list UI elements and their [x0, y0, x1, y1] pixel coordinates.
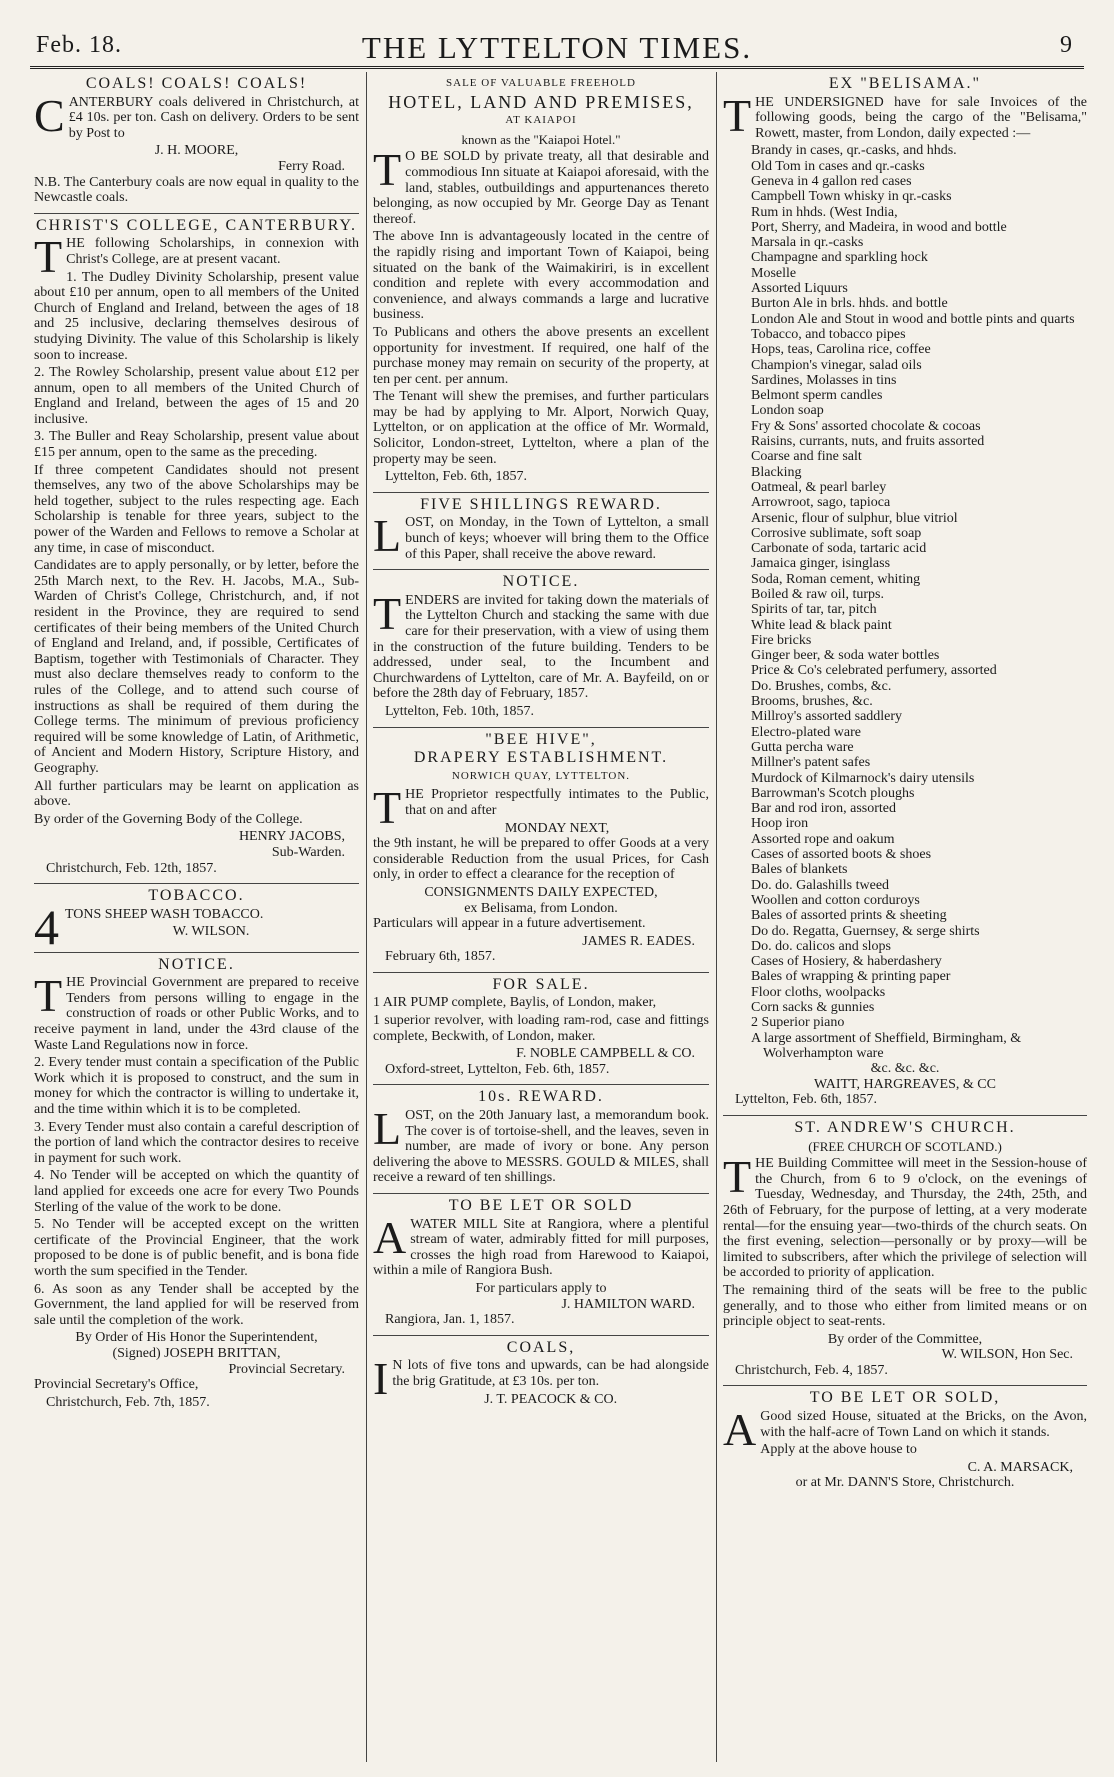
ad-paragraph: 2. The Rowley Scholarship, present value about £12 per annum, open to all members of the United Church of England and Ireland, between the ages of 15 and 20 inclusive.: [34, 365, 359, 427]
goods-item: Woollen and cotton corduroys: [751, 892, 920, 908]
ad-paragraph: All further particulars may be learnt on application as above.: [34, 778, 359, 810]
page-number: 9: [1060, 32, 1072, 58]
house-let-ad: [723, 1386, 1087, 1496]
goods-item: Do. do. calicos and slops: [751, 938, 891, 954]
ad-intro: THE following Scholarships, in connexion with Christ's College, are at present vacant.: [34, 231, 359, 283]
goods-item: Rum in hhds. (West India,: [751, 204, 898, 220]
goods-item: Millner's patent safes: [751, 755, 871, 771]
ad-apply: Apply at the above house to: [760, 1442, 917, 1458]
ad-body: CANTERBURY coals delivered in Christchurch, at £4 10s. per ton. Cash on delivery. Orders to be sent by Post to: [34, 89, 359, 141]
column-3: [723, 72, 1087, 1762]
ad-heading: TO BE LET OR SOLD: [448, 1197, 634, 1214]
for-sale-ad: [373, 973, 709, 1086]
church-tender-notice-ad: [373, 570, 709, 727]
ad-paragraph: The Tenant will shew the premises, and further particulars may be had by applying to Mr. Alport, Norwich Quay, Lyttelton, or on application at the office of Mr. Wormald, Solicitor, London-street, Lyttelton, where a plan of the property may be seen.: [373, 389, 709, 467]
keys-reward-ad: [373, 493, 709, 570]
memo-book-reward-ad: [373, 1085, 709, 1194]
ad-body: LOST, on Monday, in the Town of Lyttelton, a small bunch of keys; whoever will bring them to the Office of this Paper, shall receive the above reward.: [373, 510, 709, 562]
goods-item: Gutta percha ware: [751, 739, 854, 755]
water-mill-ad: [373, 1194, 709, 1336]
ad-paragraph: The above Inn is advantageously located in the centre of the rapidly rising and important Town of Kaiapoi, being situated on the bank of the Waimakiriri, is in excellent condition and replete with every accommodation and convenience, and always commands a large and lucrative business.: [373, 229, 709, 323]
public-works-notice-ad: [34, 953, 359, 1418]
ad-heading: COALS,: [506, 1338, 576, 1356]
goods-item: Barrowman's Scotch ploughs: [751, 785, 915, 801]
goods-item: Electro-plated ware: [751, 724, 861, 740]
ad-paragraph: 3. The Buller and Reay Scholarship, present value about £15 per annum, open to the same as the preceding.: [34, 429, 359, 461]
ad-emphasis: MONDAY NEXT,: [504, 820, 610, 836]
goods-item: Raisins, currants, nuts, and fruits assorted: [751, 434, 985, 450]
ad-heading: EX "BELISAMA.": [828, 75, 982, 92]
ad-heading: TO BE LET OR SOLD,: [809, 1389, 1001, 1407]
college-ad: [34, 214, 359, 884]
goods-item: Marsala in qr.-casks: [751, 235, 864, 251]
goods-item: Belmont sperm candles: [751, 388, 883, 404]
goods-item: Do do. Regatta, Guernsey, & serge shirts: [751, 923, 980, 939]
ad-paragraph: THE Building Committee will meet in the Session-house of the Church, from 6 to 9 o'clock, on the evenings of Tuesday, Wednesday, and Thursday, the 24th, 25th, and 26th of February, for the purpose of letting, at a very moderate rental—for the ensuing year—two-thirds of the church seats. On the first evening, selection—personally or by proxy—will be limited to subscribers, after which the privilege of selection will be accorded to priority of application.: [723, 1151, 1087, 1281]
ad-heading: ST. ANDREW'S CHURCH.: [794, 1118, 1016, 1136]
hotel-sale-ad: [373, 72, 709, 493]
goods-item: Blacking: [751, 464, 802, 480]
ad-signature: F. NOBLE CAMPBELL & CO.: [516, 1046, 695, 1062]
goods-item: Ginger beer, & soda water bottles: [751, 648, 940, 664]
goods-item: Old Tom in cases and qr.-casks: [751, 158, 925, 174]
goods-item: Coarse and fine salt: [751, 449, 862, 465]
goods-item: A large assortment of Sheffield, Birmingham, & Wolverhampton ware: [751, 1030, 1022, 1061]
goods-item: London soap: [751, 403, 824, 419]
goods-item: London Ale and Stout in wood and bottle pints and quarts: [751, 311, 1075, 327]
goods-item: Bar and rod iron, assorted: [751, 801, 897, 817]
goods-item: Sardines, Molasses in tins: [751, 372, 897, 388]
ad-heading: TOBACCO.: [148, 887, 245, 905]
ad-item: 1 AIR PUMP complete, Baylis, of London, maker,: [373, 995, 657, 1011]
ad-paragraph: 6. As soon as any Tender shall be accepted by the Government, the land applied for will be reserved from sale until the completion of the work.: [34, 1281, 359, 1328]
ad-paragraph: THE Proprietor respectfully intimates to the Public, that on and after: [373, 782, 709, 834]
goods-item: Burton Ale in brls. hhds. and bottle: [751, 296, 948, 312]
goods-item: Corrosive sublimate, soft soap: [751, 525, 922, 541]
masthead: [30, 30, 1084, 69]
ad-subheading: NORWICH QUAY, LYTTELTON.: [451, 769, 631, 782]
ad-heading: "BEE HIVE",: [485, 730, 597, 748]
newspaper-title: THE LYTTELTON TIMES.: [361, 30, 753, 65]
ad-heading: DRAPERY ESTABLISHMENT.: [413, 749, 669, 767]
coals-ad: [34, 72, 359, 214]
coals-brig-ad: [373, 1336, 709, 1412]
tobacco-ad: [34, 884, 359, 953]
goods-item: Geneva in 4 gallon red cases: [751, 173, 912, 189]
ad-heading: NOTICE.: [158, 955, 235, 973]
ad-date: Rangiora, Jan. 1, 1857.: [385, 1312, 515, 1328]
goods-item: Spirits of tar, tar, pitch: [751, 602, 877, 618]
ad-heading: 10s. REWARD.: [478, 1088, 604, 1106]
goods-item: Hoop iron: [751, 816, 809, 832]
goods-item: Millroy's assorted saddlery: [751, 709, 903, 725]
ad-heading: COALS! COALS! COALS!: [85, 75, 308, 92]
goods-item: Boiled & raw oil, turps.: [751, 586, 884, 602]
ad-order: By order of the Committee,: [827, 1331, 983, 1347]
ad-signature-title: Provincial Secretary.: [228, 1361, 345, 1377]
goods-item: Arrowroot, sago, tapioca: [751, 495, 891, 511]
ad-subheading: (FREE CHURCH OF SCOTLAND.): [808, 1138, 1002, 1154]
ad-note: N.B. The Canterbury coals are now equal in quality to the Newcastle coals.: [34, 174, 359, 206]
ad-signature: (Signed) JOSEPH BRITTAN,: [112, 1345, 281, 1361]
goods-item: Corn sacks & gunnies: [751, 1000, 875, 1015]
goods-item: Fry & Sons' assorted chocolate & cocoas: [751, 418, 981, 434]
ad-paragraph: TO BE SOLD by private treaty, all that desirable and commodious Inn situate at Kaiapoi aforesaid, with the land, stables, outbuildings and appurtenances thereto belonging, as now occupied by Mr. George Day as Tenant thereof.: [373, 144, 709, 227]
goods-item: Bales of blankets: [751, 862, 848, 878]
goods-item: Soda, Roman cement, whiting: [751, 571, 921, 587]
column-rule: [366, 72, 367, 1762]
ad-office: Provincial Secretary's Office,: [34, 1377, 199, 1393]
issue-date: Feb. 18.: [36, 32, 122, 58]
ad-subheading: known as the "Kaiapoi Hotel.": [461, 131, 621, 147]
ad-paragraph: If three competent Candidates should not present themselves, any two of the above Scholarships may be held together, subject to the rules respecting age. Each Scholarship is tenable for three years, subject to the power of the Warden and Fellows to remove a Scholar at any time, in case of misconduct.: [34, 462, 359, 556]
goods-list: [723, 143, 1087, 1061]
ad-paragraph: 2. Every tender must contain a specification of the Public Work which it is proposed to construct, and the sum in money for which the contractor is willing to undertake it, and the time within which it is to be completed.: [34, 1055, 359, 1118]
ad-emphasis: CONSIGNMENTS DAILY EXPECTED,: [424, 884, 658, 900]
goods-item: Oatmeal, & pearl barley: [751, 479, 887, 495]
column-rule: [716, 72, 717, 1762]
ad-order: By Order of His Honor the Superintendent,: [75, 1330, 318, 1346]
ad-paragraph: THE Provincial Government are prepared to receive Tenders from persons willing to engage in the construction of roads or other Public Works, and to receive payment in land, under the 43rd clause of the Waste Land Regulations now in force.: [34, 970, 359, 1053]
ad-paragraph: 3. Every Tender must also contain a careful description of the portion of land which the contractor desires to receive in payment for such work.: [34, 1119, 359, 1166]
ad-paragraph: the 9th instant, he will be prepared to offer Goods at a very considerable Reduction from the usual Prices, for Cash only, in order to effect a clearance for the reception of: [373, 836, 709, 883]
ad-date: Christchurch, Feb. 4, 1857.: [735, 1362, 888, 1378]
goods-item: Price & Co's celebrated perfumery, assorted: [751, 663, 997, 679]
ad-heading: NOTICE.: [502, 573, 580, 591]
belisama-goods-ad: [723, 72, 1087, 1116]
ad-body: AWATER MILL Site at Rangiora, where a plentiful stream of water, admirably fitted for mill purposes, crosses the high road from Harewood to Kaiapoi, within a mile of Rangiora Bush.: [373, 1211, 709, 1279]
goods-item: Port, Sherry, and Madeira, in wood and bottle: [751, 219, 1007, 235]
ad-heading-small: SALE OF VALUABLE FREEHOLD: [446, 77, 636, 89]
goods-item: White lead & black paint: [751, 617, 892, 633]
goods-item: Bales of wrapping & printing paper: [751, 969, 951, 985]
ad-heading: HOTEL, LAND AND PREMISES,: [388, 91, 694, 112]
goods-item: Tobacco, and tobacco pipes: [751, 326, 906, 342]
ad-heading: CHRIST'S COLLEGE, CANTERBURY.: [35, 216, 358, 234]
ad-signature: HENRY JACOBS,: [238, 829, 345, 845]
goods-item: Arsenic, flour of sulphur, blue vitriol: [751, 510, 958, 526]
ad-intro: THE UNDERSIGNED have for sale Invoices of the following goods, being the cargo of the "Belisama," Rowett, master, from London, daily expected :—: [723, 89, 1087, 141]
ad-address: Ferry Road.: [278, 158, 345, 174]
ad-paragraph: 1. The Dudley Divinity Scholarship, present value about £10 per annum, open to all members of the United Church of England and Ireland, between the ages of 18 and 25 inclusive, declaring themselves desirous of studying Divinity. The value of this Scholarship is likely soon to increase.: [34, 269, 359, 363]
goods-item: Carbonate of soda, tartaric acid: [751, 541, 927, 557]
goods-item: Bales of assorted prints & sheeting: [751, 908, 947, 924]
ad-line: ex Belisama, from London.: [464, 900, 618, 916]
ad-paragraph: 4. No Tender will be accepted on which the quantity of land applied for exceeds one acre for every Two Pounds Sterling of the value of the work to be done.: [34, 1168, 359, 1215]
ad-signature: J. HAMILTON WARD.: [561, 1296, 695, 1312]
ad-paragraph: The remaining third of the seats will be free to the public generally, and to those who either from limited means or on principle object to seat-rents.: [723, 1282, 1087, 1330]
ad-date: February 6th, 1857.: [385, 949, 496, 965]
goods-item: Brandy in cases, qr.-casks, and hhds.: [751, 143, 957, 159]
goods-item: Assorted rope and oakum: [751, 831, 895, 847]
ad-body: TENDERS are invited for taking down the materials of the Lyttelton Church and stacking the same with due care for their preservation, with a view of using them in the construction of the future building. Tenders to be addressed, under seal, to the Incumbent and Churchwardens of Lyttelton, care of Mr. A. Bayfeild, on or before the 28th day of February, 1857.: [373, 587, 709, 702]
ad-date: Christchurch, Feb. 12th, 1857.: [46, 860, 217, 876]
ad-date: Oxford-street, Lyttelton, Feb. 6th, 1857.: [385, 1061, 610, 1077]
ad-item: 1 superior revolver, with loading ram-rod, case and fittings complete, Beckwith, of London, maker.: [373, 1013, 709, 1044]
goods-item: Cases of assorted boots & shoes: [751, 847, 932, 863]
goods-item: Campbell Town whisky in qr.-casks: [751, 189, 952, 205]
ad-signature: W. WILSON.: [172, 924, 250, 940]
ad-heading: FIVE SHILLINGS REWARD.: [420, 495, 662, 513]
goods-item: Champagne and sparkling hock: [751, 250, 928, 266]
goods-item: Floor cloths, woolpacks: [751, 984, 886, 1000]
goods-item: Do. Brushes, combs, &c.: [751, 678, 892, 694]
ad-body: AGood sized House, situated at the Bricks, on the Avon, with the half-acre of Town Land on which it stands.: [723, 1404, 1087, 1456]
ad-paragraph: To Publicans and others the above presents an excellent opportunity for investment. If required, one half of the purchase money may remain on security of the property, at ten per cent. per annum.: [373, 324, 709, 387]
ad-signature: J. T. PEACOCK & CO.: [484, 1391, 618, 1407]
ad-signature: JAMES R. EADES.: [582, 933, 695, 949]
ad-paragraph: By order of the Governing Body of the College.: [34, 811, 303, 827]
column-1: [34, 72, 359, 1762]
ad-date: Lyttelton, Feb. 6th, 1857.: [385, 469, 527, 485]
ad-paragraph: Candidates are to apply personally, or by letter, before the 25th March next, to the Rev. H. Jacobs, M.A., Sub-Warden of Christ's College, Christchurch, and, if not resident in the Province, they are required to send certificates of their being members of the United Church of England and Ireland, and, if possible, Certificates of Baptism, together with Testimonials of Character. They must also declare themselves ready to conform to the rules of the College, and to attend such course of instructions as shall be required of them during the College terms. The minimum of previous proficiency required will be some knowledge of Latin, of Arithmetic, of Ancient and Modern History, Scripture History, and Geography.: [34, 558, 359, 776]
goods-item: Champion's vinegar, salad oils: [751, 357, 922, 373]
ad-signature-title: Sub-Warden.: [271, 844, 345, 860]
goods-item: Cases of Hosiery, & haberdashery: [751, 954, 942, 970]
ad-alt-address: or at Mr. DANN'S Store, Christchurch.: [795, 1475, 1015, 1491]
ad-signature: C. A. MARSACK,: [967, 1459, 1073, 1475]
goods-item: Fire bricks: [751, 632, 812, 648]
ad-paragraph: Particulars will appear in a future advertisement.: [373, 916, 646, 932]
ad-heading: FOR SALE.: [492, 975, 590, 993]
goods-item: 2 Superior piano: [751, 1015, 845, 1031]
ad-date: Lyttelton, Feb. 6th, 1857.: [735, 1092, 877, 1108]
ad-signature: W. WILSON, Hon Sec.: [941, 1347, 1073, 1363]
st-andrews-church-ad: [723, 1116, 1087, 1387]
goods-item: Murdock of Kilmarnock's dairy utensils: [751, 770, 975, 786]
goods-item: Jamaica ginger, isinglass: [751, 556, 891, 572]
ad-paragraph: 5. No Tender will be accepted except on the written certificate of the Provincial Engineer, that the work proposed to be done is of public benefit, and is bona fide worth the sum specified in the Tender.: [34, 1217, 359, 1279]
ad-apply: For particulars apply to: [475, 1280, 607, 1296]
ad-signature: J. H. MOORE,: [154, 143, 239, 159]
goods-item: Moselle: [751, 265, 797, 281]
goods-item: Brooms, brushes, &c.: [751, 694, 873, 710]
column-2: [373, 72, 709, 1762]
ad-body: IN lots of five tons and upwards, can be had alongside the brig Gratitude, at £3 10s. per ton.: [373, 1353, 709, 1405]
tobacco-numeral: 4: [34, 898, 59, 955]
ad-body: LOST, on the 20th January last, a memorandum book. The cover is of tortoise-shell, and the leaves, seven in number, are made of ivory or bone. Any person delivering the above to MESSRS. GOULD & MILES, shall receive a reward of ten shillings.: [373, 1103, 709, 1186]
goods-item: Assorted Liquurs: [751, 281, 848, 297]
ad-date: Christchurch, Feb. 7th, 1857.: [46, 1394, 210, 1410]
goods-item: Do. do. Galashills tweed: [751, 877, 890, 893]
ad-subheading: AT KAIAPOI: [505, 114, 577, 127]
goods-item: Hops, teas, Carolina rice, coffee: [751, 342, 931, 358]
ad-signature: WAITT, HARGREAVES, & CC: [814, 1076, 996, 1092]
ad-body: TONS SHEEP WASH TOBACCO.: [65, 906, 264, 922]
ad-date: Lyttelton, Feb. 10th, 1857.: [385, 703, 534, 719]
ad-etc: &c. &c. &c.: [870, 1061, 940, 1077]
bee-hive-ad: [373, 728, 709, 973]
